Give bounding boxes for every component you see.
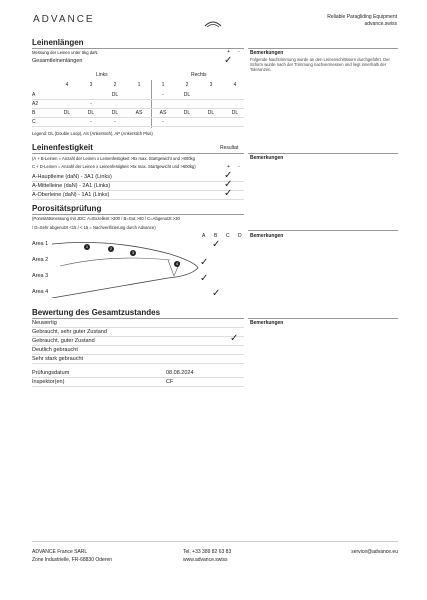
grade-col-b: B: [214, 233, 218, 239]
row-label-a2: A2: [32, 101, 39, 107]
check-icon: ✓: [200, 273, 209, 284]
condition-very-good: Gebraucht, sehr guter Zustand: [32, 329, 107, 335]
legend-text: Legend: DL (Double Loop), AS (Ankerstich), AP (Ankerstich Plus): [32, 131, 153, 136]
right-side-label: Rechts: [191, 72, 207, 78]
footer-phone[interactable]: Tel. +33 389 82 63 83: [183, 549, 232, 555]
condition-new: Neuwertig: [32, 320, 57, 326]
cell-b-left-3: DL: [87, 110, 95, 116]
strength-formula-2: C + D-Leinen = Anzahl der Leinen x Leinenfestigkeit >6x max. Startgewicht und >600kg): [32, 164, 196, 169]
inspector-value: CF: [166, 379, 174, 385]
result-label: Resultat: [220, 145, 239, 151]
area-4-label: Area 4: [32, 289, 49, 295]
cell-b-right-3: DL: [207, 110, 215, 116]
section-title-overall: Bewertung des Gesamtzustandes: [32, 308, 161, 317]
company-website: advance.swiss: [364, 21, 397, 27]
check-icon: ✓: [212, 288, 221, 299]
check-icon: ✓: [200, 257, 209, 268]
marker-4: 4: [175, 261, 179, 266]
footer-email[interactable]: service@advance.eu: [351, 549, 398, 555]
strength-formula-1: (A + B-Leinen = Anzahl der Leinen x Leinenfestigkeit >8x max. Startgewicht und >800kg: [32, 156, 195, 161]
plus-label: +: [227, 49, 230, 55]
cell-a-right-1: -: [162, 92, 164, 98]
col-header-right-3: 3: [209, 82, 213, 88]
porosity-note-2: / D=Sehr abgenutzt <15 / < 15 = Nachverifizierung durch Advance): [32, 225, 156, 230]
row-label-b: B: [32, 110, 36, 116]
left-side-label: Links: [96, 72, 108, 78]
marker-2: 2: [109, 246, 113, 251]
condition-clearly-used: Deutlich gebraucht: [32, 347, 78, 353]
cell-c-left-2: -: [114, 119, 116, 125]
plus-label-2: +: [227, 164, 230, 170]
condition-good: Gebraucht, guter Zustand: [32, 338, 95, 344]
col-header-right-4: 4: [233, 82, 237, 88]
strength-item-a-main: A-Hauptleine (daN) - 3A1 (Links): [32, 174, 112, 180]
minus-label-2: -: [238, 164, 240, 170]
row-label-c: C: [32, 119, 36, 125]
footer-website[interactable]: www.advance.swiss: [183, 557, 228, 563]
cell-c-left-3: -: [90, 119, 92, 125]
footer-address: Zone Industrielle, FR-68830 Oderen: [32, 557, 113, 563]
grade-col-d: D: [238, 233, 242, 239]
check-icon: ✓: [224, 179, 233, 190]
row-label-a: A: [32, 92, 36, 98]
remarks-title-2: Bemerkungen: [250, 155, 284, 161]
cell-b-right-4: DL: [231, 110, 239, 116]
paraglider-logo-icon: [203, 16, 223, 34]
col-header-left-4: 4: [65, 82, 69, 88]
cell-b-left-1: AS: [135, 110, 143, 116]
test-date-value: 08.08.2024: [166, 370, 194, 376]
cell-b-right-1: AS: [159, 110, 167, 116]
total-line-lengths-label: Gesamtleinenlängen: [32, 58, 83, 64]
section-title-porosity: Porositätsprüfung: [32, 204, 102, 213]
section-title-line-strength: Leinenfestigkeit: [32, 143, 93, 152]
strength-item-a-middle: A-Mittelleine (daN) - 2A1 (Links): [32, 183, 111, 189]
cell-a2-left-3: -: [90, 101, 92, 107]
col-header-right-1: 1: [161, 82, 165, 88]
wing-profile-diagram: [50, 240, 200, 303]
condition-heavily-used: Sehr stark gebraucht: [32, 356, 84, 362]
logo-text: ADVANCE: [33, 14, 95, 25]
cell-b-left-4: DL: [63, 110, 71, 116]
cell-b-right-2: DL: [183, 110, 191, 116]
cell-a-right-2: DL: [183, 92, 191, 98]
marker-1: 1: [85, 244, 89, 249]
cell-c-right-1: -: [162, 119, 164, 125]
col-header-left-1: 1: [137, 82, 141, 88]
area-1-label: Area 1: [32, 241, 49, 247]
grade-col-c: C: [226, 233, 230, 239]
measurement-note: Messung der Leinen unter 5kg daN.: [32, 50, 99, 55]
remarks-text-1: Folgende Nachtrimmung wurde an den Leinenschlössern durchgeführt. Der Schirm wurde nach der Trimmung nachvermessen und liegt innerhalb der Toleranzen.: [250, 57, 390, 72]
grade-col-a: A: [202, 233, 206, 239]
check-icon: ✓: [224, 170, 233, 181]
cell-a-left-2: DL: [111, 92, 119, 98]
col-header-left-2: 2: [113, 82, 117, 88]
area-3-label: Area 3: [32, 273, 49, 279]
test-date-label: Prüfungsdatum: [32, 370, 70, 376]
area-2-label: Area 2: [32, 257, 49, 263]
porosity-note-1: (Porositätsmessung mit JDC: A=Exzellent >200 / B=Gut >60 / C=Abgenutzt >30: [32, 216, 180, 221]
inspector-label: Inspektor(en): [32, 379, 65, 385]
footer-company: ADVANCE France SARL: [32, 549, 88, 555]
cell-b-left-2: DL: [111, 110, 119, 116]
company-tagline: Reliable Paragliding Equipment: [327, 14, 397, 20]
marker-3: 3: [131, 250, 135, 255]
col-header-right-2: 2: [185, 82, 189, 88]
remarks-title-1: Bemerkungen: [250, 50, 284, 56]
remarks-title-3: Bemerkungen: [250, 233, 284, 239]
check-icon: ✓: [224, 188, 233, 199]
check-icon: ✓: [230, 333, 239, 344]
section-title-line-lengths: Leinenlängen: [32, 38, 84, 47]
col-header-left-3: 3: [89, 82, 93, 88]
remarks-title-4: Bemerkungen: [250, 320, 284, 326]
check-icon: ✓: [224, 55, 233, 66]
strength-item-a-top: A-Oberleine (daN) - 1A1 (Links): [32, 192, 110, 198]
check-icon: ✓: [212, 239, 221, 250]
minus-label: -: [238, 49, 240, 55]
